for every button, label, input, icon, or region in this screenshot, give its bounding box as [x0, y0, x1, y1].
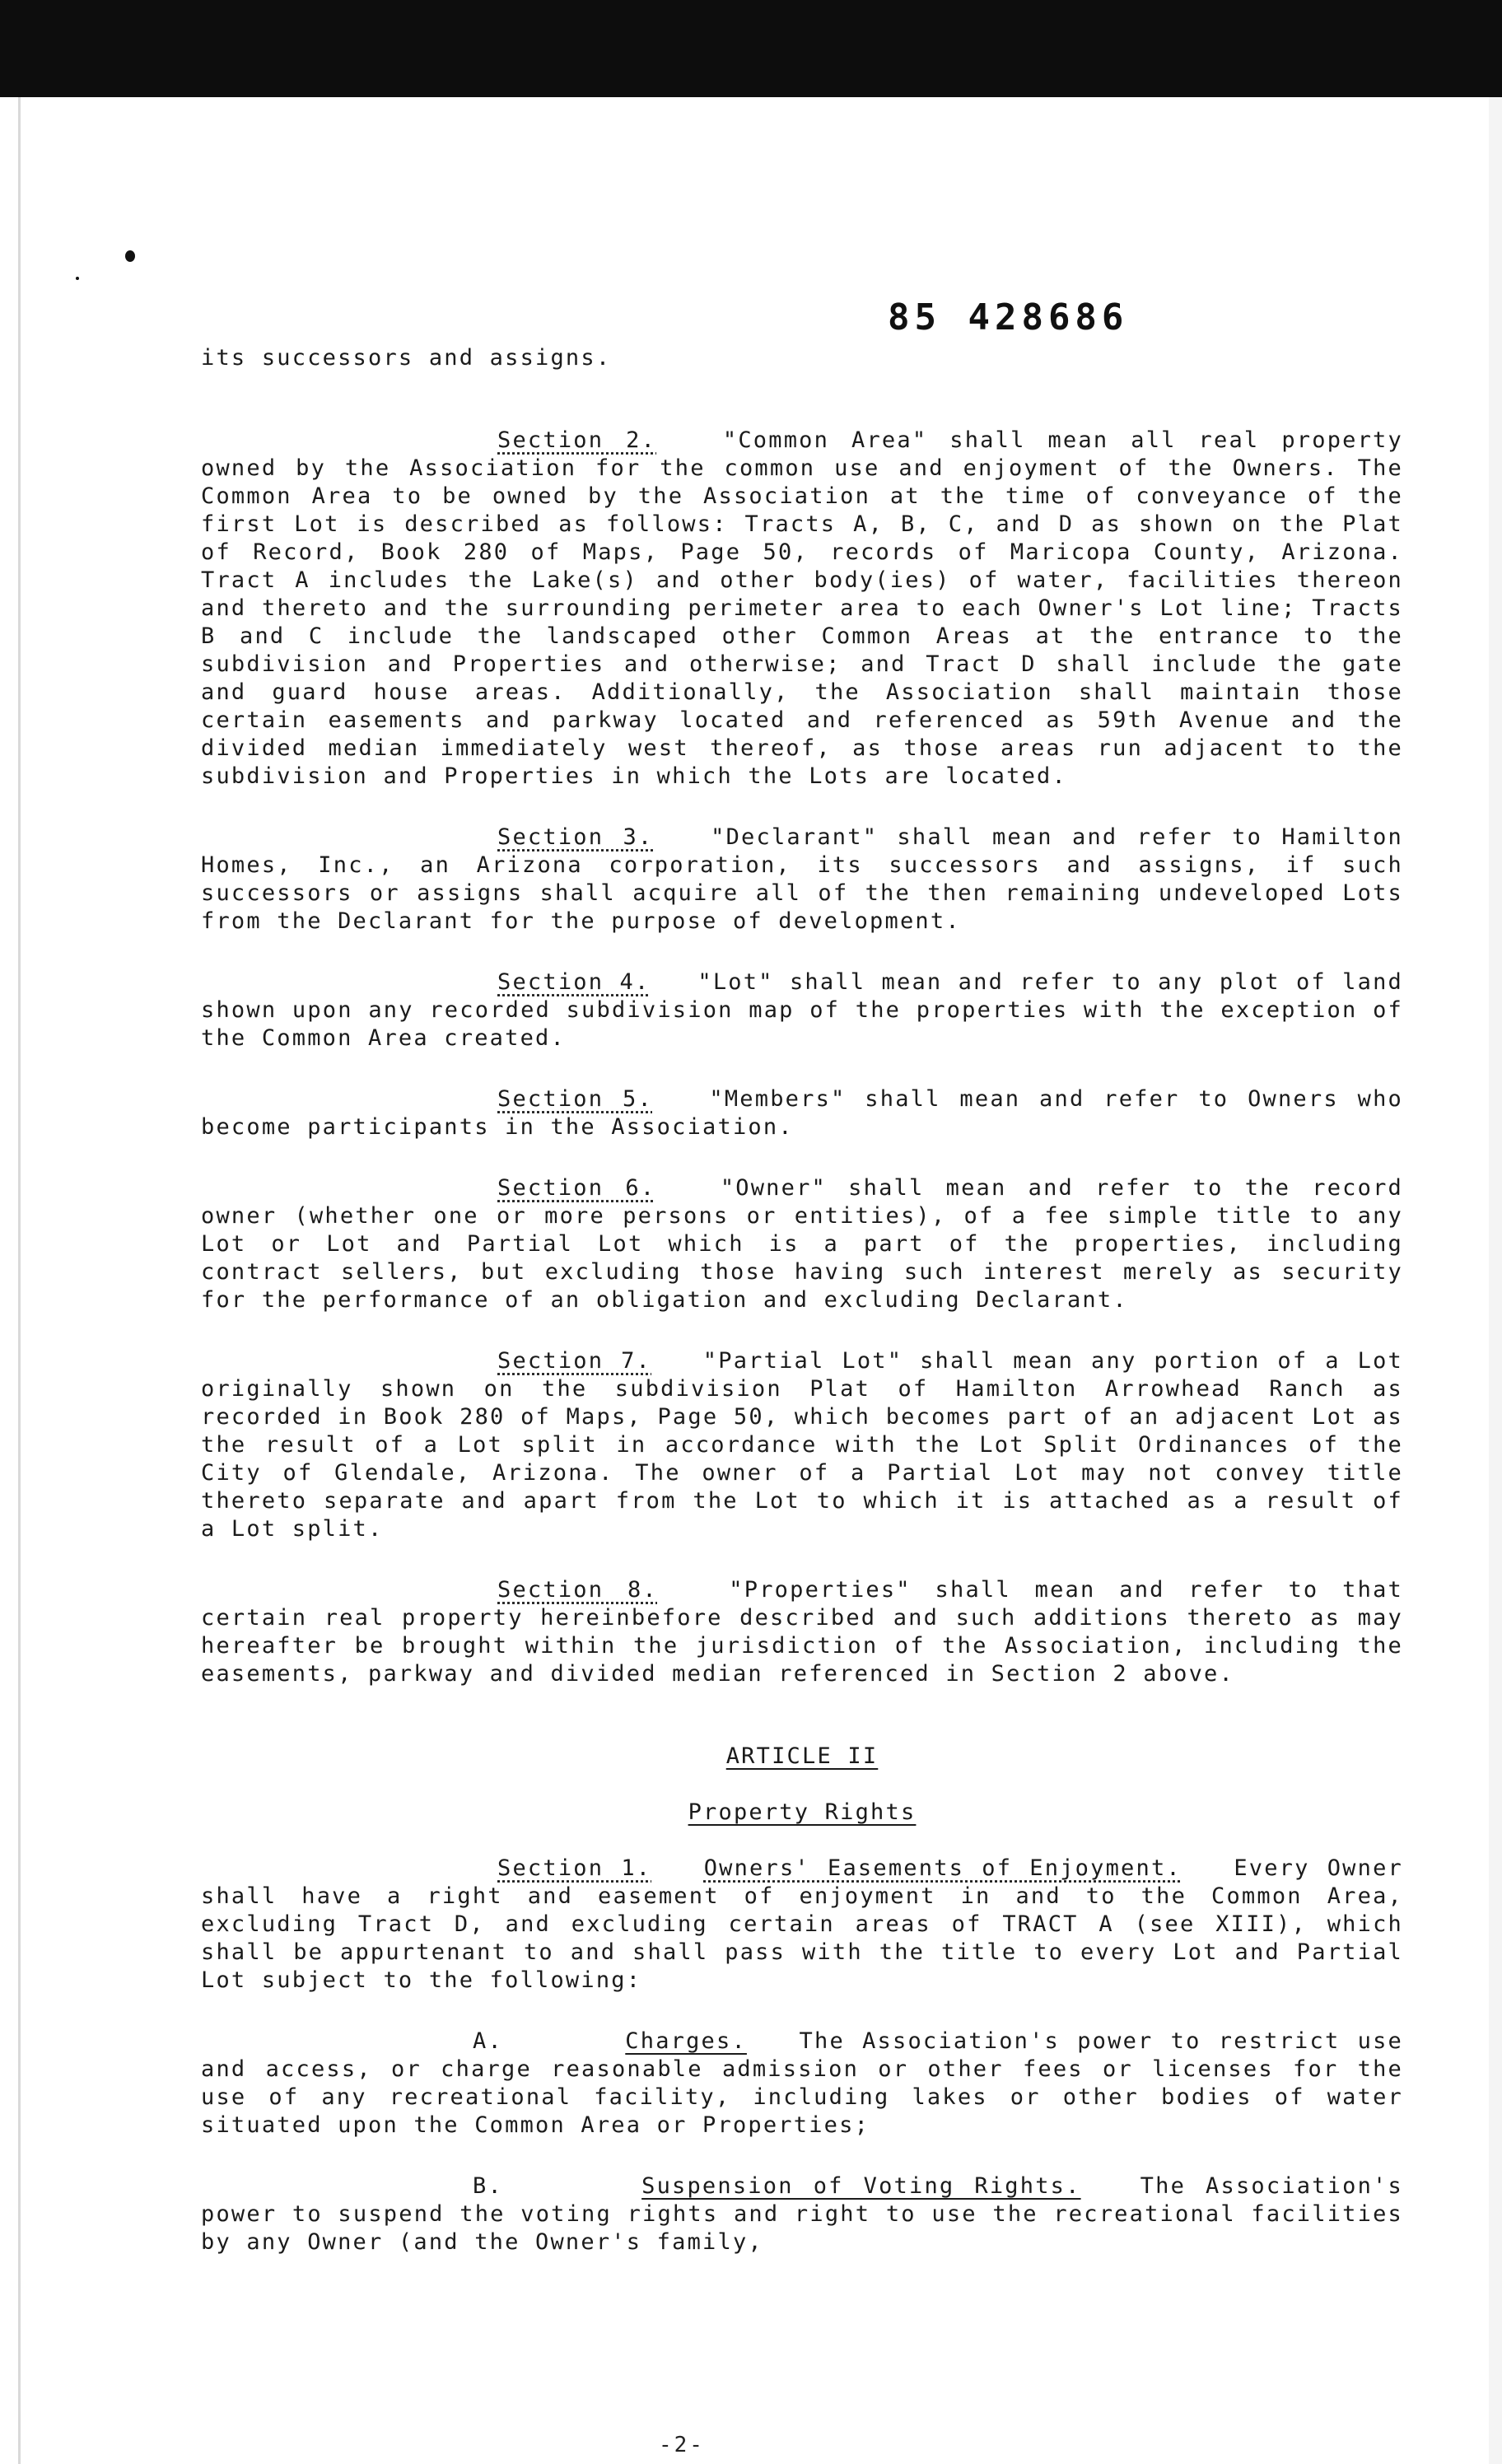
- scan-top-border: [0, 0, 1502, 97]
- section-text: "Properties" shall mean and refer to that certain real property hereinbefore described and such additions thereto as may hereafter be brought within the jurisdiction of the Association, including the easements, parkway and divided median referenced in Section 2 above.: [201, 1577, 1404, 1687]
- section-heading: Section 5.: [497, 1086, 653, 1112]
- article-subtitle: [201, 1799, 1403, 1827]
- section-7: [201, 1347, 1403, 1543]
- item-a: [201, 2028, 1403, 2140]
- opening-line: its successors and assigns.: [201, 345, 612, 371]
- section-2: [201, 427, 1403, 791]
- article-section-1: [201, 1855, 1403, 1995]
- scan-speck: [125, 250, 135, 262]
- item-title: Charges.: [625, 2028, 747, 2054]
- article-subtitle-text: Property Rights: [688, 1799, 917, 1825]
- section-title: Owners' Easements of Enjoyment.: [703, 1855, 1182, 1881]
- section-text: "Owner" shall mean and refer to the record owner (whether one or more persons or entities), of a fee simple title to any Lot or Lot and Partial Lot which is a part of the properties, including contract sellers, but excluding those having such interest merely as security for the performance of an obligation and excluding Declarant.: [201, 1175, 1403, 1313]
- item-title: Suspension of Voting Rights.: [641, 2173, 1081, 2199]
- section-text: "Common Area" shall mean all real property owned by the Association for the common use and enjoyment of the Owners. The Common Area to be owned by the Association at the time of conveyance of the first Lot is described as follows: Tracts A, B, C, and D as shown on the Plat of Record, Book 280 of Maps, Page 50, records of Maricopa County, Arizona. Tract A includes the Lake(s) and other body(ies) of water, facilities thereon and thereto and the surrounding perimeter area to each Owner's Lot line; Tracts B and C include the landscaped other Common Areas at the entrance to the subdivision and Properties and otherwise; and Tract D shall include the gate and guard house areas. Additionally, the Association shall maintain those certain easements and parkway located and referenced as 59th Avenue and the divided median immediately west thereof, as those areas run adjacent to the subdivision and Properties in which the Lots are located.: [201, 427, 1403, 789]
- scan-right-margin: [1489, 97, 1502, 2464]
- section-6: [201, 1174, 1403, 1314]
- scan-left-margin: [0, 97, 21, 2464]
- section-8: [201, 1576, 1403, 1688]
- section-heading: Section 7.: [497, 1348, 652, 1374]
- section-text: "Members" shall mean and refer to Owners who become participants in the Association.: [201, 1086, 1403, 1140]
- section-text: "Declarant" shall mean and refer to Hamilton Homes, Inc., an Arizona corporation, its successors and assigns, if such successors or assigns shall acquire all of the then remaining undeveloped Lots from the Declarant for the purpose of development.: [201, 824, 1403, 934]
- section-5: [201, 1085, 1403, 1141]
- section-heading: Section 1.: [497, 1855, 652, 1881]
- section-text: "Lot" shall mean and refer to any plot of land shown upon any recorded subdivision map of the properties with the exception of the Common Area created.: [201, 969, 1403, 1051]
- article-title: [201, 1743, 1403, 1771]
- section-heading: Section 8.: [497, 1577, 658, 1603]
- section-heading: Section 2.: [497, 427, 657, 453]
- item-letter: B.: [473, 2173, 503, 2199]
- item-b: [201, 2172, 1403, 2256]
- section-heading: Section 4.: [497, 969, 651, 995]
- page-number: -2-: [659, 2433, 705, 2457]
- section-text: "Partial Lot" shall mean any portion of a Lot originally shown on the subdivision Plat of Hamilton Arrowhead Ranch as recorded in Book 280 of Maps, Page 50, which becomes part of an adjacent Lot as the result of a Lot split in accordance with the Lot Split Ordinances of the City of Glendale, Arizona. The owner of a Partial Lot may not convey title thereto separate and apart from the Lot to which it is attached as a result of a Lot split.: [201, 1348, 1403, 1542]
- section-heading: Section 3.: [497, 824, 654, 850]
- item-text: The Association's power to suspend the voting rights and right to use the recreational facilities by any Owner (and the Owner's family,: [201, 2173, 1403, 2255]
- section-text: Every Owner shall have a right and easement of enjoyment in and to the Common Area, excluding Tract D, and excluding certain areas of TRACT A (see XIII), which shall be appurtenant to and shall pass with the title to every Lot and Partial Lot subject to the following:: [201, 1855, 1404, 1993]
- section-3: [201, 824, 1403, 936]
- scan-speck: [76, 277, 79, 280]
- section-4: [201, 968, 1403, 1052]
- recording-number: 85 428686: [888, 296, 1129, 338]
- section-heading: Section 6.: [497, 1175, 656, 1201]
- document-body: [201, 344, 1403, 2256]
- item-letter: A.: [473, 2028, 503, 2054]
- item-text: The Association's power to restrict use and access, or charge reasonable admission or other fees or licenses for the use of any recreational facility, including lakes or other bodies of water situated upon the Common Area or Properties;: [201, 2028, 1403, 2138]
- article-title-text: ARTICLE II: [725, 1743, 879, 1769]
